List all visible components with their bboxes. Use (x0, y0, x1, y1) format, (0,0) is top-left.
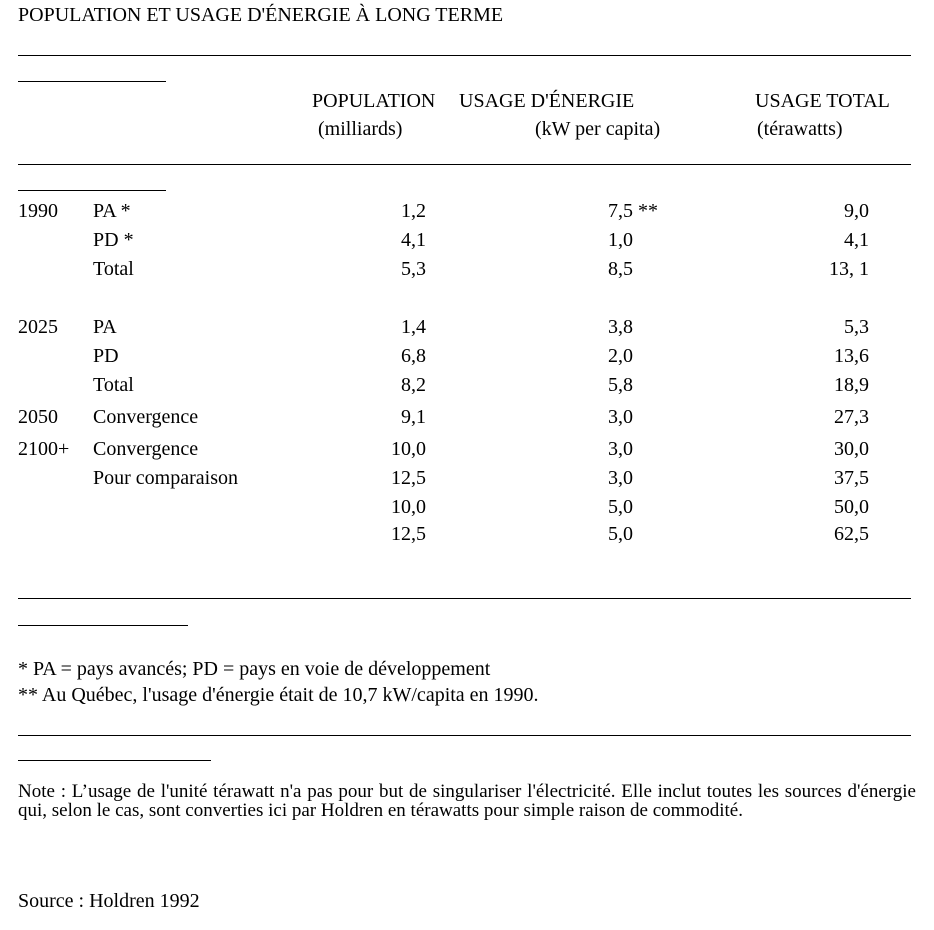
row-population: 1,2 (401, 200, 426, 222)
note-paragraph: Note : L’usage de l'unité térawatt n'a pas pour but de singulariser l'électricité. Elle inclut toutes les sources d'énergie qui, selon le cas, sont converties ici par Holdren en térawatts pour simple raison de commodité. (18, 781, 916, 821)
row-population: 5,3 (401, 258, 426, 280)
row-total: 9,0 (844, 200, 869, 222)
header-total-unit: (térawatts) (757, 118, 843, 140)
row-label: PD (93, 345, 119, 367)
divider-header (18, 164, 911, 165)
divider-footnotes-short (18, 760, 211, 761)
row-total: 62,5 (834, 523, 869, 545)
divider-top (18, 55, 911, 56)
row-total: 27,3 (834, 406, 869, 428)
row-energy: 5,0 (608, 523, 633, 545)
row-population: 10,0 (391, 496, 426, 518)
divider-footnotes (18, 735, 911, 736)
row-energy: 3,0 (608, 406, 633, 428)
row-label: Total (93, 258, 134, 280)
row-total: 18,9 (834, 374, 869, 396)
row-total: 50,0 (834, 496, 869, 518)
row-energy: 7,5 ** (608, 200, 658, 222)
row-total: 13, 1 (829, 258, 869, 280)
row-year: 2050 (18, 406, 58, 428)
row-label: Pour comparaison (93, 467, 238, 489)
row-population: 12,5 (391, 523, 426, 545)
row-total: 13,6 (834, 345, 869, 367)
source-line: Source : Holdren 1992 (18, 890, 200, 912)
row-energy: 5,0 (608, 496, 633, 518)
row-energy: 1,0 (608, 229, 633, 251)
row-population: 1,4 (401, 316, 426, 338)
row-label: Convergence (93, 406, 199, 428)
header-population: POPULATION (312, 90, 436, 112)
header-energy: USAGE D'ÉNERGIE (459, 90, 635, 112)
row-total: 4,1 (844, 229, 869, 251)
row-population: 12,5 (391, 467, 426, 489)
row-energy: 3,0 (608, 467, 633, 489)
row-energy: 3,0 (608, 438, 633, 460)
divider-top-short (18, 81, 166, 82)
row-energy: 8,5 (608, 258, 633, 280)
row-year: 2025 (18, 316, 58, 338)
row-total: 30,0 (834, 438, 869, 460)
header-energy-unit: (kW per capita) (535, 118, 661, 140)
row-energy: 2,0 (608, 345, 633, 367)
row-total: 5,3 (844, 316, 869, 338)
footnote-double-star: ** Au Québec, l'usage d'énergie était de 10,7 kW/capita en 1990. (18, 684, 539, 706)
row-label: PA (93, 316, 117, 338)
header-total: USAGE TOTAL (755, 90, 890, 112)
row-population: 10,0 (391, 438, 426, 460)
footnote-star: * PA = pays avancés; PD = pays en voie de développement (18, 658, 491, 680)
row-label: PA * (93, 200, 131, 222)
row-label: Convergence (93, 438, 199, 460)
row-label: Total (93, 374, 134, 396)
row-energy: 5,8 (608, 374, 633, 396)
row-energy: 3,8 (608, 316, 633, 338)
divider-header-short (18, 190, 166, 191)
row-year: 1990 (18, 200, 58, 222)
row-population: 9,1 (401, 406, 426, 428)
divider-table-bottom (18, 598, 911, 599)
row-total: 37,5 (834, 467, 869, 489)
row-year: 2100+ (18, 438, 70, 460)
row-population: 8,2 (401, 374, 426, 396)
header-population-unit: (milliards) (318, 118, 403, 140)
row-population: 6,8 (401, 345, 426, 367)
row-population: 4,1 (401, 229, 426, 251)
divider-table-bottom-short (18, 625, 188, 626)
page-title: POPULATION ET USAGE D'ÉNERGIE À LONG TERME (18, 4, 504, 26)
row-label: PD * (93, 229, 134, 251)
